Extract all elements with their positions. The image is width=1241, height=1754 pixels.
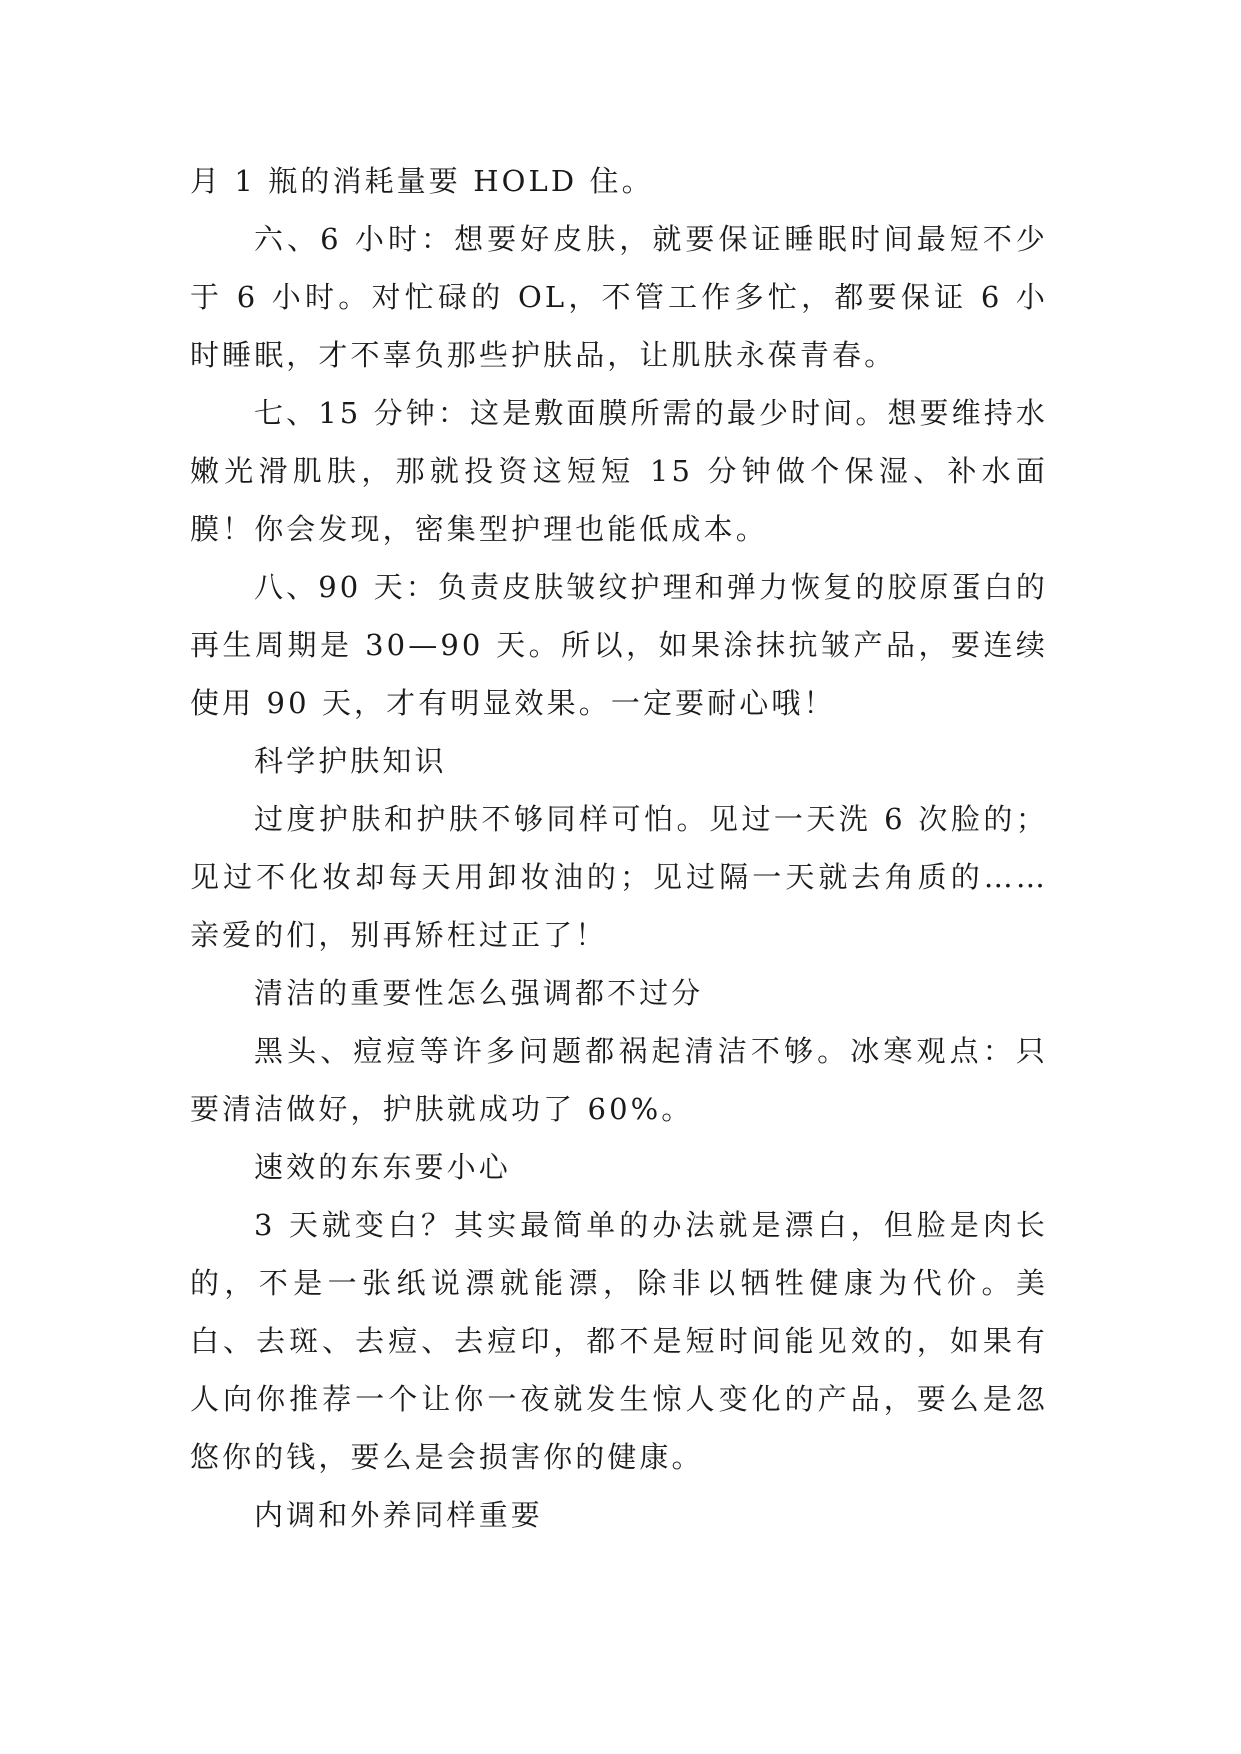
paragraph-fifteen-minutes: 七、15 分钟：这是敷面膜所需的最少时间。想要维持水嫩光滑肌肤，那就投资这短短 15 分钟做个保湿、补水面膜！你会发现，密集型护理也能低成本。 — [190, 396, 1048, 546]
paragraph-continuation: 月 1 瓶的消耗量要 HOLD 住。 — [190, 164, 654, 198]
paragraph-quick-effect: 3 天就变白？其实最简单的办法就是漂白，但脸是肉长的，不是一张纸说漂就能漂，除非以牺牲健康为代价。美白、去斑、去痘、去痘印，都不是短时间能见效的，如果有人向你推荐一个让你一夜就发生惊人变化的产品，要么是忽悠你的钱，要么是会损害你的健康。 — [190, 1208, 1048, 1474]
section-heading-quick-effect: 速效的东东要小心 — [254, 1150, 511, 1184]
paragraph-over-care: 过度护肤和护肤不够同样可怕。见过一天洗 6 次脸的；见过不化妆却每天用卸妆油的；见过隔一天就去角质的……亲爱的们，别再矫枉过正了！ — [190, 802, 1048, 952]
paragraph-ninety-days: 八、90 天：负责皮肤皱纹护理和弹力恢复的胶原蛋白的再生周期是 30—90 天。所以，如果涂抹抗皱产品，要连续使用 90 天，才有明显效果。一定要耐心哦！ — [190, 570, 1048, 720]
paragraph-six-hours: 六、6 小时：想要好皮肤，就要保证睡眠时间最短不少于 6 小时。对忙碌的 OL，不管工作多忙，都要保证 6 小时睡眠，才不辜负那些护肤品，让肌肤永葆青春。 — [190, 222, 1048, 372]
section-heading-internal-external: 内调和外养同样重要 — [254, 1498, 543, 1532]
paragraph-cleansing: 黑头、痘痘等许多问题都祸起清洁不够。冰寒观点：只要清洁做好，护肤就成功了 60%。 — [190, 1034, 1048, 1126]
section-heading-science-skincare: 科学护肤知识 — [254, 744, 447, 778]
document-page — [190, 152, 1048, 1544]
section-heading-cleansing: 清洁的重要性怎么强调都不过分 — [254, 976, 704, 1010]
